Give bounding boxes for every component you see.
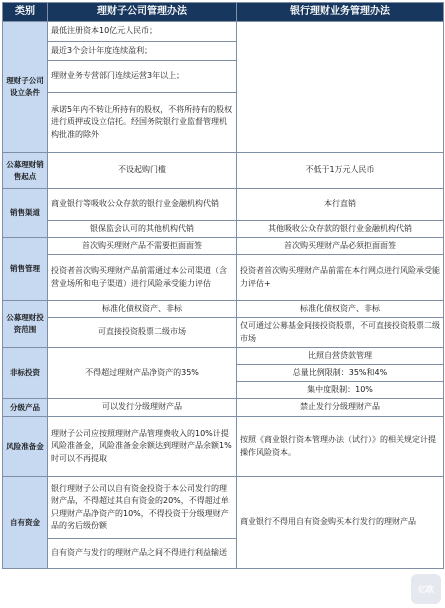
header-bank-wealth: 银行理财业务管理办法 bbox=[237, 3, 444, 22]
channel-right-1: 本行直销 bbox=[237, 189, 444, 221]
table-row bbox=[3, 238, 444, 255]
nonstd-left: 不得超过理财产品净资产的35% bbox=[48, 348, 237, 399]
own-funds-left-1: 银行理财子公司以自有资金投资于本公司发行的理财产品，不得超过其自有资金的20%，不得超过单只理财产品净资产的10%，不得投资于分级理财产品的劣后级份额 bbox=[48, 477, 237, 539]
public-scope-left-1: 标准化债权资产、非标 bbox=[48, 301, 237, 318]
category-public-scope: 公募理财投资范围 bbox=[3, 301, 48, 348]
table-row bbox=[3, 153, 444, 189]
setup-capital: 最低注册资本10亿元人民币； bbox=[48, 22, 237, 42]
channel-left-1: 商业银行等吸收公众存款的银行业金融机构代销 bbox=[48, 189, 237, 221]
header-category: 类别 bbox=[3, 3, 48, 22]
table-row bbox=[3, 255, 444, 301]
table-row bbox=[3, 477, 444, 539]
category-setup: 理财子公司设立条件 bbox=[3, 22, 48, 153]
category-nonstd: 非标投资 bbox=[3, 348, 48, 399]
risk-right: 按照《商业银行资本管理办法（试行）》的相关规定计提操作风险资本。 bbox=[237, 417, 444, 477]
table-row bbox=[3, 417, 444, 477]
tiered-left: 可以发行分级理财产品 bbox=[48, 399, 237, 417]
table-row bbox=[3, 221, 444, 238]
nonstd-right-1: 比照自营贷款管理 bbox=[237, 348, 444, 365]
table-row bbox=[3, 189, 444, 221]
category-min-sale: 公募理财销售起点 bbox=[3, 153, 48, 189]
category-sales-mgmt: 销售管理 bbox=[3, 238, 48, 301]
nonstd-right-2: 总量比例限制：35%和4% bbox=[237, 365, 444, 382]
tiered-right: 禁止发行分级理财产品 bbox=[237, 399, 444, 417]
category-channel: 销售渠道 bbox=[3, 189, 48, 238]
table-row bbox=[3, 348, 444, 365]
setup-profit: 最近3个会计年度连续盈利； bbox=[48, 42, 237, 61]
table-row bbox=[3, 399, 444, 417]
sales-mgmt-right-2: 投资者首次购买理财产品前需在本行网点进行风险承受能力评估+ bbox=[237, 255, 444, 301]
sales-mgmt-left-1: 首次购买理财产品不需要拒面面签 bbox=[48, 238, 237, 255]
table-row bbox=[3, 301, 444, 318]
own-funds-right: 商业银行不得用自有资金购买本行发行的理财产品 bbox=[237, 477, 444, 569]
public-scope-right-1: 标准化债权资产、非标 bbox=[237, 301, 444, 318]
public-scope-right-2: 仅可通过公募基金间接投资股票，不可直接投资股票二级市场 bbox=[237, 318, 444, 348]
channel-left-2: 银保监会认可的其他机构代销 bbox=[48, 221, 237, 238]
category-tiered: 分级产品 bbox=[3, 399, 48, 417]
setup-ops: 理财业务专营部门连续运营3年以上； bbox=[48, 61, 237, 93]
table-row bbox=[3, 22, 444, 42]
category-own-funds: 自有资金 bbox=[3, 477, 48, 569]
sales-mgmt-left-2: 投资者首次购买理财产品前需通过本公司渠道（含营业场所和电子渠道）进行风险承受能力评估 bbox=[48, 255, 237, 301]
nonstd-right-3: 集中度限制：10% bbox=[237, 382, 444, 399]
own-funds-left-2: 自有资产与发行的理财产品之间不得进行利益输送 bbox=[48, 539, 237, 569]
header-row bbox=[3, 3, 444, 22]
risk-left: 理财子公司应按照理财产品管理费收入的10%计提风险准备金，风险准备金余额达到理财产品余额1%时可以不再提取 bbox=[48, 417, 237, 477]
channel-right-2: 其他吸收公众存款的银行业金融机构代销 bbox=[237, 221, 444, 238]
comparison-table bbox=[2, 2, 444, 569]
setup-lockup: 承诺5年内不转让所持有的股权，不将所持有的股权进行质押或设立信托。经国务院银行业监督管理机构批准的除外 bbox=[48, 93, 237, 153]
sales-mgmt-right-1: 首次购买理财产品必须拒面面签 bbox=[237, 238, 444, 255]
setup-blank bbox=[237, 22, 444, 153]
public-scope-left-2: 可直接投资股票二级市场 bbox=[48, 318, 237, 348]
header-wealth-subsidiary: 理财子公司管理办法 bbox=[48, 3, 237, 22]
min-sale-left: 不设起购门槛 bbox=[48, 153, 237, 189]
table-row bbox=[3, 318, 444, 348]
watermark-logo: 亿欧 bbox=[411, 574, 441, 604]
min-sale-right: 不低于1万元人民币 bbox=[237, 153, 444, 189]
category-risk: 风险准备金 bbox=[3, 417, 48, 477]
